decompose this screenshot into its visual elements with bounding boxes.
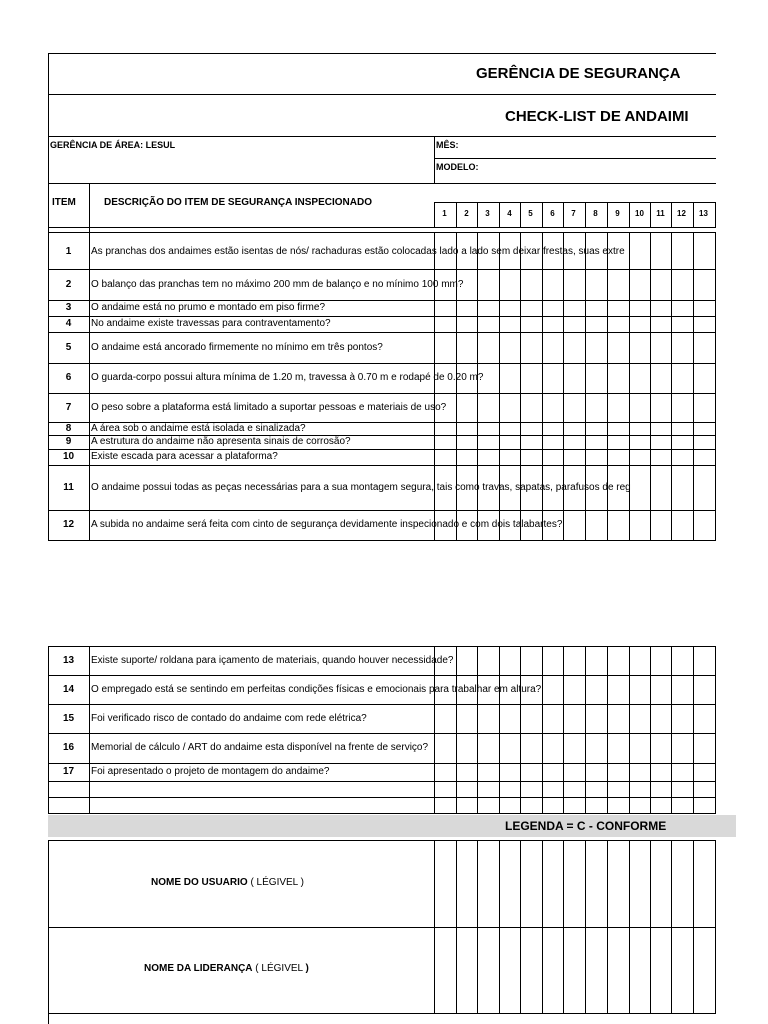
grid-line bbox=[520, 202, 521, 227]
item-number: 6 bbox=[65, 372, 72, 383]
grid-line bbox=[48, 763, 716, 764]
grid-line bbox=[607, 202, 608, 227]
day-column-header: 1 bbox=[442, 209, 447, 218]
rule bbox=[48, 232, 716, 233]
item-number: 13 bbox=[62, 655, 75, 666]
grid-line bbox=[477, 202, 478, 227]
grid-line bbox=[434, 202, 435, 227]
item-column-header: ITEM bbox=[52, 197, 76, 208]
item-number: 9 bbox=[65, 436, 72, 447]
item-number: 12 bbox=[62, 519, 75, 530]
day-column-header: 9 bbox=[615, 209, 620, 218]
day-column-header: 5 bbox=[528, 209, 533, 218]
grid-line bbox=[499, 202, 500, 227]
rule bbox=[48, 53, 49, 540]
item-description: Memorial de cálculo / ART do andaime esta disponível na frente de serviço? bbox=[91, 742, 429, 753]
day-column-header: 6 bbox=[550, 209, 555, 218]
item-number: 2 bbox=[65, 279, 72, 290]
grid-line bbox=[48, 797, 716, 798]
item-description: A subida no andaime será feita com cinto de segurança devidamente inspecionado e com dois talabartes? bbox=[91, 519, 563, 530]
item-description: O empregado está se sentindo em perfeitas condições físicas e emocionais para trabalhar em altura? bbox=[91, 684, 542, 695]
day-column-header: 13 bbox=[699, 209, 708, 218]
rule bbox=[434, 158, 716, 159]
gerencia-label: GERÊNCIA DE ÁREA: LESUL bbox=[50, 140, 176, 150]
grid-line bbox=[650, 646, 651, 813]
item-description: Foi apresentado o projeto de montagem do andaime? bbox=[91, 766, 330, 777]
grid-line bbox=[715, 232, 716, 540]
day-column-header: 12 bbox=[677, 209, 686, 218]
rule bbox=[434, 136, 435, 183]
item-description: O peso sobre a plataforma está limitado a suportar pessoas e materiais de uso? bbox=[91, 402, 447, 413]
item-description: No andaime existe travessas para contraventamento? bbox=[91, 318, 331, 329]
item-number: 4 bbox=[65, 318, 72, 329]
item-number: 17 bbox=[62, 766, 75, 777]
grid-line bbox=[48, 646, 49, 813]
item-description: O andaime possui todas as peças necessárias para a sua montagem segura, tais como travas, sapatas, parafusos de reg bbox=[91, 482, 631, 493]
item-description: O balanço das pranchas tem no máximo 200 mm de balanço e no mínimo 100 mm? bbox=[91, 279, 464, 290]
grid-line bbox=[671, 232, 672, 540]
grid-line bbox=[48, 733, 716, 734]
grid-line bbox=[542, 202, 543, 227]
grid-line bbox=[48, 813, 716, 814]
grid-line bbox=[671, 202, 672, 227]
item-description: O andaime está ancorado firmemente no mínimo em três pontos? bbox=[91, 342, 383, 353]
item-description: Foi verificado risco de contado do andaime com rede elétrica? bbox=[91, 713, 367, 724]
item-description: A estrutura do andaime não apresenta sinais de corrosão? bbox=[91, 436, 351, 447]
grid-line bbox=[693, 646, 694, 813]
grid-line bbox=[48, 510, 716, 511]
item-number: 11 bbox=[63, 482, 74, 493]
grid-line bbox=[715, 202, 716, 227]
day-column-header: 3 bbox=[485, 209, 490, 218]
grid-line bbox=[48, 781, 716, 782]
grid-line bbox=[563, 646, 564, 813]
item-number: 3 bbox=[65, 302, 72, 313]
item-number: 8 bbox=[65, 423, 72, 434]
item-description: O guarda-corpo possui altura mínima de 1.20 m, travessa à 0.70 m e rodapé de 0.20 m? bbox=[91, 372, 484, 383]
grid-line bbox=[48, 1013, 716, 1014]
leader-name-label: NOME DA LIDERANÇA ( LÉGIVEL ) bbox=[144, 963, 309, 974]
grid-line bbox=[48, 393, 716, 394]
grid-line bbox=[48, 465, 716, 466]
grid-line bbox=[715, 646, 716, 813]
grid-line bbox=[89, 183, 90, 540]
rule bbox=[48, 94, 716, 95]
grid-line bbox=[629, 202, 630, 227]
grid-line bbox=[542, 646, 543, 813]
item-number: 16 bbox=[62, 742, 75, 753]
grid-line bbox=[48, 300, 716, 301]
grid-line bbox=[48, 449, 716, 450]
grid-line bbox=[650, 202, 651, 227]
description-column-header: DESCRIÇÃO DO ITEM DE SEGURANÇA INSPECIONADO bbox=[104, 197, 372, 208]
grid-line bbox=[585, 646, 586, 813]
day-column-header: 4 bbox=[507, 209, 512, 218]
item-description: Existe suporte/ roldana para içamento de materiais, quando houver necessidade? bbox=[91, 655, 454, 666]
item-description: Existe escada para acessar a plataforma? bbox=[91, 451, 278, 462]
grid-line bbox=[499, 646, 500, 813]
item-number: 7 bbox=[65, 402, 72, 413]
grid-line bbox=[48, 332, 716, 333]
rule bbox=[48, 1013, 49, 1024]
grid-line bbox=[48, 316, 716, 317]
rule bbox=[48, 136, 716, 137]
grid-line bbox=[48, 704, 716, 705]
day-column-header: 7 bbox=[571, 209, 576, 218]
item-number: 5 bbox=[65, 342, 72, 353]
grid-line bbox=[48, 363, 716, 364]
day-column-header: 10 bbox=[635, 209, 644, 218]
page-subtitle: CHECK-LIST DE ANDAIMI bbox=[505, 108, 689, 125]
rule bbox=[48, 53, 716, 54]
grid-line bbox=[48, 840, 716, 841]
item-number: 15 bbox=[62, 713, 75, 724]
mes-label: MÊS: bbox=[436, 140, 459, 150]
item-description: O andaime está no prumo e montado em piso firme? bbox=[91, 302, 326, 313]
grid-line bbox=[477, 646, 478, 813]
item-number: 14 bbox=[62, 684, 75, 695]
item-description: As pranchas dos andaimes estão isentas de nós/ rachaduras estão colocadas lado a lado sem deixar frestas, suas extre bbox=[91, 246, 625, 257]
grid-line bbox=[671, 646, 672, 813]
grid-line bbox=[520, 646, 521, 813]
user-name-label: NOME DO USUARIO ( LÉGIVEL ) bbox=[151, 877, 304, 888]
grid-line bbox=[89, 646, 90, 813]
grid-line bbox=[585, 202, 586, 227]
grid-line bbox=[48, 540, 716, 541]
day-column-header: 11 bbox=[656, 209, 665, 218]
item-description: A área sob o andaime está isolada e sinalizada? bbox=[91, 423, 306, 434]
grid-line bbox=[693, 202, 694, 227]
modelo-label: MODELO: bbox=[436, 162, 479, 172]
rule bbox=[48, 183, 716, 184]
grid-line bbox=[563, 202, 564, 227]
item-number: 1 bbox=[65, 246, 72, 257]
grid-line bbox=[456, 202, 457, 227]
legend-text: LEGENDA = C - CONFORME bbox=[505, 819, 667, 833]
day-column-header: 2 bbox=[464, 209, 469, 218]
rule bbox=[48, 227, 716, 228]
grid-line bbox=[434, 646, 435, 813]
grid-line bbox=[48, 675, 716, 676]
page-title: GERÊNCIA DE SEGURANÇA bbox=[476, 65, 681, 82]
day-column-header: 8 bbox=[593, 209, 598, 218]
grid-line bbox=[48, 646, 716, 647]
grid-line bbox=[607, 646, 608, 813]
grid-line bbox=[456, 646, 457, 813]
grid-line bbox=[48, 269, 716, 270]
grid-line bbox=[629, 646, 630, 813]
grid-line bbox=[48, 927, 716, 928]
grid-line bbox=[650, 232, 651, 540]
grid-line bbox=[693, 232, 694, 540]
item-number: 10 bbox=[62, 451, 75, 462]
